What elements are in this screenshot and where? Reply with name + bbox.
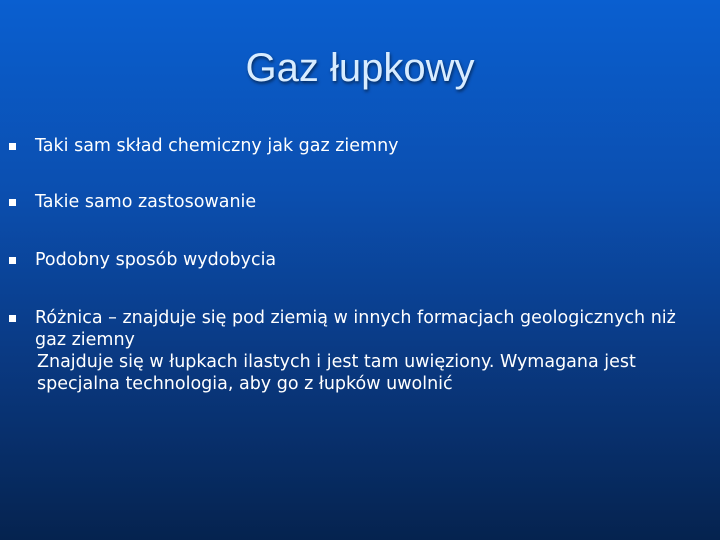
bullet-text-block xyxy=(35,307,695,395)
bullet-text: Takie samo zastosowanie xyxy=(35,192,257,212)
square-bullet-icon xyxy=(9,143,16,150)
bullet-text: Podobny sposób wydobycia xyxy=(35,250,277,270)
square-bullet-icon xyxy=(9,257,16,264)
bullet-text: Różnica – znajduje się pod ziemią w innych formacjach geologicznych niż gaz ziemny xyxy=(35,308,676,350)
square-bullet-icon xyxy=(9,199,16,206)
slide-title: Gaz łupkowy xyxy=(245,46,475,90)
bullet-continuation-text: Znajduje się w łupkach ilastych i jest tam uwięziony. Wymagana jest specjalna technologia, aby go z łupków uwolnić xyxy=(37,352,636,394)
bullet-text: Taki sam skład chemiczny jak gaz ziemny xyxy=(35,136,399,156)
square-bullet-icon xyxy=(9,315,16,322)
